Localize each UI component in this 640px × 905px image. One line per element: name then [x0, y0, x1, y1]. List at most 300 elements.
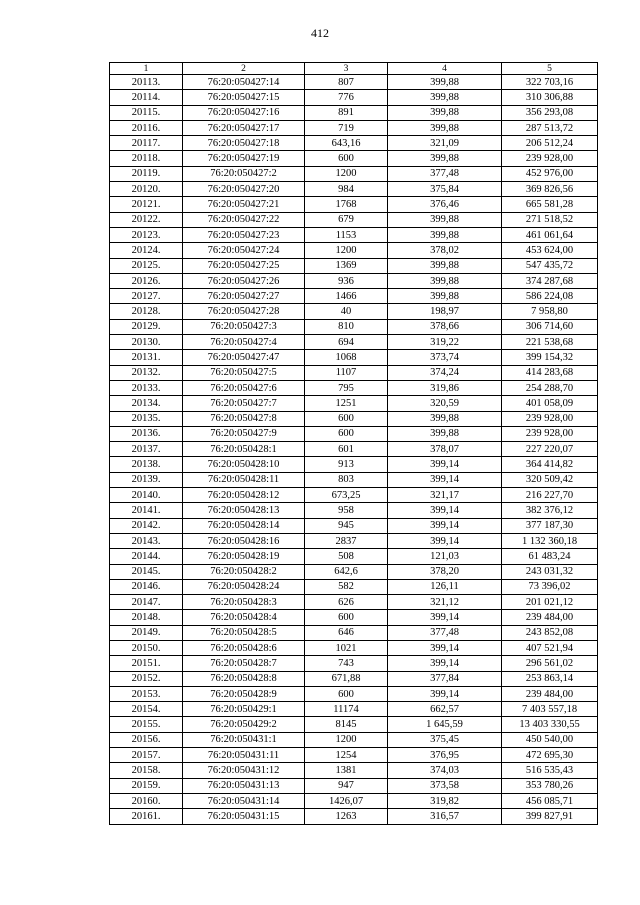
cadastral-number-cell: 76:20:050427:14 [183, 75, 305, 90]
cadastral-number-cell: 76:20:050427:22 [183, 212, 305, 227]
value-cell: 243 852,08 [502, 625, 598, 640]
row-number-cell: 20139. [110, 472, 183, 487]
table-row [110, 533, 598, 548]
table-row [110, 90, 598, 105]
cadastral-number-cell: 76:20:050427:9 [183, 426, 305, 441]
area-cell: 1381 [305, 763, 388, 778]
cadastral-number-cell: 76:20:050428:1 [183, 442, 305, 457]
row-number-cell: 20146. [110, 579, 183, 594]
table-row [110, 105, 598, 120]
rate-cell: 321,09 [388, 136, 502, 151]
rate-cell: 399,88 [388, 90, 502, 105]
row-number-cell: 20122. [110, 212, 183, 227]
row-number-cell: 20126. [110, 273, 183, 288]
cadastral-number-cell: 76:20:050427:15 [183, 90, 305, 105]
table-row [110, 212, 598, 227]
table-row [110, 457, 598, 472]
row-number-cell: 20124. [110, 243, 183, 258]
header-row [110, 63, 598, 75]
row-number-cell: 20127. [110, 289, 183, 304]
rate-cell: 399,14 [388, 457, 502, 472]
rate-cell: 399,88 [388, 411, 502, 426]
value-cell: 399 154,32 [502, 350, 598, 365]
rate-cell: 378,20 [388, 564, 502, 579]
row-number-cell: 20156. [110, 732, 183, 747]
area-cell: 626 [305, 595, 388, 610]
area-cell: 891 [305, 105, 388, 120]
area-cell: 913 [305, 457, 388, 472]
rate-cell: 399,88 [388, 289, 502, 304]
cadastral-number-cell: 76:20:050428:7 [183, 656, 305, 671]
value-cell: 364 414,82 [502, 457, 598, 472]
row-number-cell: 20131. [110, 350, 183, 365]
column-header-2: 2 [183, 63, 305, 75]
value-cell: 61 483,24 [502, 549, 598, 564]
area-cell: 1426,07 [305, 793, 388, 808]
rate-cell: 399,88 [388, 212, 502, 227]
rate-cell: 198,97 [388, 304, 502, 319]
rate-cell: 399,14 [388, 610, 502, 625]
cadastral-number-cell: 76:20:050427:16 [183, 105, 305, 120]
column-header-1: 1 [110, 63, 183, 75]
column-header-4: 4 [388, 63, 502, 75]
value-cell: 356 293,08 [502, 105, 598, 120]
value-cell: 516 535,43 [502, 763, 598, 778]
cadastral-number-cell: 76:20:050428:16 [183, 533, 305, 548]
rate-cell: 1 645,59 [388, 717, 502, 732]
row-number-cell: 20143. [110, 533, 183, 548]
cadastral-number-cell: 76:20:050428:2 [183, 564, 305, 579]
data-table [109, 62, 598, 825]
row-number-cell: 20130. [110, 335, 183, 350]
area-cell: 600 [305, 426, 388, 441]
table-row [110, 365, 598, 380]
cadastral-number-cell: 76:20:050427:20 [183, 182, 305, 197]
area-cell: 1466 [305, 289, 388, 304]
row-number-cell: 20142. [110, 518, 183, 533]
cadastral-number-cell: 76:20:050427:28 [183, 304, 305, 319]
cadastral-number-cell: 76:20:050427:6 [183, 380, 305, 395]
area-cell: 40 [305, 304, 388, 319]
cadastral-number-cell: 76:20:050428:14 [183, 518, 305, 533]
area-cell: 1200 [305, 243, 388, 258]
area-cell: 1107 [305, 365, 388, 380]
rate-cell: 399,88 [388, 426, 502, 441]
value-cell: 73 396,02 [502, 579, 598, 594]
row-number-cell: 20148. [110, 610, 183, 625]
rate-cell: 399,88 [388, 273, 502, 288]
area-cell: 582 [305, 579, 388, 594]
area-cell: 936 [305, 273, 388, 288]
rate-cell: 399,88 [388, 227, 502, 242]
area-cell: 1254 [305, 748, 388, 763]
table-row [110, 625, 598, 640]
value-cell: 401 058,09 [502, 396, 598, 411]
value-cell: 414 283,68 [502, 365, 598, 380]
value-cell: 254 288,70 [502, 380, 598, 395]
value-cell: 665 581,28 [502, 197, 598, 212]
table-row [110, 426, 598, 441]
table-row [110, 732, 598, 747]
rate-cell: 319,86 [388, 380, 502, 395]
row-number-cell: 20141. [110, 503, 183, 518]
cadastral-number-cell: 76:20:050431:11 [183, 748, 305, 763]
cadastral-number-cell: 76:20:050427:25 [183, 258, 305, 273]
rate-cell: 374,03 [388, 763, 502, 778]
rate-cell: 399,14 [388, 533, 502, 548]
value-cell: 1 132 360,18 [502, 533, 598, 548]
row-number-cell: 20137. [110, 442, 183, 457]
table-row [110, 304, 598, 319]
value-cell: 7 958,80 [502, 304, 598, 319]
area-cell: 947 [305, 778, 388, 793]
area-cell: 8145 [305, 717, 388, 732]
value-cell: 7 403 557,18 [502, 702, 598, 717]
area-cell: 1021 [305, 640, 388, 655]
value-cell: 407 521,94 [502, 640, 598, 655]
value-cell: 452 976,00 [502, 166, 598, 181]
row-number-cell: 20138. [110, 457, 183, 472]
cadastral-number-cell: 76:20:050427:3 [183, 319, 305, 334]
value-cell: 374 287,68 [502, 273, 598, 288]
area-cell: 1251 [305, 396, 388, 411]
row-number-cell: 20145. [110, 564, 183, 579]
cadastral-number-cell: 76:20:050428:3 [183, 595, 305, 610]
cadastral-number-cell: 76:20:050427:23 [183, 227, 305, 242]
table-row [110, 289, 598, 304]
area-cell: 646 [305, 625, 388, 640]
area-cell: 1200 [305, 166, 388, 181]
table-row [110, 75, 598, 90]
table-row [110, 120, 598, 135]
rate-cell: 399,14 [388, 686, 502, 701]
rate-cell: 321,12 [388, 595, 502, 610]
row-number-cell: 20118. [110, 151, 183, 166]
row-number-cell: 20134. [110, 396, 183, 411]
area-cell: 803 [305, 472, 388, 487]
row-number-cell: 20147. [110, 595, 183, 610]
rate-cell: 375,84 [388, 182, 502, 197]
rate-cell: 376,95 [388, 748, 502, 763]
table-row [110, 610, 598, 625]
value-cell: 453 624,00 [502, 243, 598, 258]
cadastral-number-cell: 76:20:050429:2 [183, 717, 305, 732]
cadastral-number-cell: 76:20:050428:4 [183, 610, 305, 625]
cadastral-number-cell: 76:20:050428:6 [183, 640, 305, 655]
table-row [110, 640, 598, 655]
column-header-5: 5 [502, 63, 598, 75]
rate-cell: 374,24 [388, 365, 502, 380]
cadastral-number-cell: 76:20:050428:11 [183, 472, 305, 487]
rate-cell: 399,14 [388, 656, 502, 671]
table-row [110, 564, 598, 579]
value-cell: 13 403 330,55 [502, 717, 598, 732]
row-number-cell: 20153. [110, 686, 183, 701]
value-cell: 239 484,00 [502, 610, 598, 625]
rate-cell: 378,66 [388, 319, 502, 334]
rate-cell: 319,22 [388, 335, 502, 350]
row-number-cell: 20129. [110, 319, 183, 334]
table-row [110, 488, 598, 503]
rate-cell: 316,57 [388, 809, 502, 824]
value-cell: 206 512,24 [502, 136, 598, 151]
table-row [110, 136, 598, 151]
value-cell: 239 928,00 [502, 426, 598, 441]
value-cell: 377 187,30 [502, 518, 598, 533]
cadastral-number-cell: 76:20:050428:5 [183, 625, 305, 640]
area-cell: 679 [305, 212, 388, 227]
table-row [110, 748, 598, 763]
table-row [110, 793, 598, 808]
area-cell: 600 [305, 610, 388, 625]
area-cell: 673,25 [305, 488, 388, 503]
rate-cell: 399,88 [388, 151, 502, 166]
value-cell: 586 224,08 [502, 289, 598, 304]
cadastral-number-cell: 76:20:050429:1 [183, 702, 305, 717]
page-number: 412 [311, 26, 329, 40]
table-row [110, 579, 598, 594]
row-number-cell: 20151. [110, 656, 183, 671]
rate-cell: 399,14 [388, 472, 502, 487]
value-cell: 456 085,71 [502, 793, 598, 808]
table-row [110, 518, 598, 533]
cadastral-number-cell: 76:20:050431:14 [183, 793, 305, 808]
cadastral-number-cell: 76:20:050428:12 [183, 488, 305, 503]
table-row [110, 182, 598, 197]
table-row [110, 335, 598, 350]
table-row [110, 442, 598, 457]
table-row [110, 656, 598, 671]
cadastral-number-cell: 76:20:050427:4 [183, 335, 305, 350]
area-cell: 694 [305, 335, 388, 350]
table-row [110, 778, 598, 793]
area-cell: 2837 [305, 533, 388, 548]
value-cell: 382 376,12 [502, 503, 598, 518]
area-cell: 1153 [305, 227, 388, 242]
rate-cell: 121,03 [388, 549, 502, 564]
rate-cell: 399,88 [388, 258, 502, 273]
cadastral-number-cell: 76:20:050431:12 [183, 763, 305, 778]
cadastral-number-cell: 76:20:050427:5 [183, 365, 305, 380]
row-number-cell: 20116. [110, 120, 183, 135]
rate-cell: 373,74 [388, 350, 502, 365]
table-row [110, 472, 598, 487]
row-number-cell: 20120. [110, 182, 183, 197]
area-cell: 643,16 [305, 136, 388, 151]
row-number-cell: 20154. [110, 702, 183, 717]
value-cell: 201 021,12 [502, 595, 598, 610]
area-cell: 671,88 [305, 671, 388, 686]
value-cell: 243 031,32 [502, 564, 598, 579]
table-row [110, 686, 598, 701]
table-header [110, 63, 598, 75]
row-number-cell: 20128. [110, 304, 183, 319]
cadastral-number-cell: 76:20:050427:24 [183, 243, 305, 258]
table-row [110, 166, 598, 181]
area-cell: 719 [305, 120, 388, 135]
row-number-cell: 20149. [110, 625, 183, 640]
rate-cell: 662,57 [388, 702, 502, 717]
table-row [110, 503, 598, 518]
area-cell: 958 [305, 503, 388, 518]
row-number-cell: 20123. [110, 227, 183, 242]
area-cell: 807 [305, 75, 388, 90]
cadastral-number-cell: 76:20:050428:10 [183, 457, 305, 472]
rate-cell: 399,88 [388, 75, 502, 90]
table-row [110, 396, 598, 411]
cadastral-number-cell: 76:20:050427:7 [183, 396, 305, 411]
row-number-cell: 20140. [110, 488, 183, 503]
area-cell: 11174 [305, 702, 388, 717]
row-number-cell: 20119. [110, 166, 183, 181]
table-row [110, 671, 598, 686]
cadastral-number-cell: 76:20:050427:21 [183, 197, 305, 212]
rate-cell: 399,88 [388, 105, 502, 120]
value-cell: 271 518,52 [502, 212, 598, 227]
row-number-cell: 20135. [110, 411, 183, 426]
cadastral-number-cell: 76:20:050427:8 [183, 411, 305, 426]
rate-cell: 399,14 [388, 640, 502, 655]
area-cell: 600 [305, 151, 388, 166]
area-cell: 1768 [305, 197, 388, 212]
table-row [110, 809, 598, 824]
row-number-cell: 20115. [110, 105, 183, 120]
cadastral-number-cell: 76:20:050427:19 [183, 151, 305, 166]
table-row [110, 227, 598, 242]
row-number-cell: 20121. [110, 197, 183, 212]
value-cell: 296 561,02 [502, 656, 598, 671]
value-cell: 216 227,70 [502, 488, 598, 503]
table-row [110, 549, 598, 564]
row-number-cell: 20150. [110, 640, 183, 655]
row-number-cell: 20113. [110, 75, 183, 90]
rate-cell: 377,84 [388, 671, 502, 686]
cadastral-number-cell: 76:20:050427:47 [183, 350, 305, 365]
value-cell: 353 780,26 [502, 778, 598, 793]
rate-cell: 399,14 [388, 518, 502, 533]
cadastral-number-cell: 76:20:050431:1 [183, 732, 305, 747]
value-cell: 221 538,68 [502, 335, 598, 350]
area-cell: 601 [305, 442, 388, 457]
area-cell: 1369 [305, 258, 388, 273]
rate-cell: 377,48 [388, 625, 502, 640]
rate-cell: 399,14 [388, 503, 502, 518]
area-cell: 776 [305, 90, 388, 105]
row-number-cell: 20114. [110, 90, 183, 105]
cadastral-number-cell: 76:20:050428:13 [183, 503, 305, 518]
row-number-cell: 20125. [110, 258, 183, 273]
value-cell: 253 863,14 [502, 671, 598, 686]
area-cell: 1263 [305, 809, 388, 824]
row-number-cell: 20158. [110, 763, 183, 778]
area-cell: 508 [305, 549, 388, 564]
value-cell: 239 484,00 [502, 686, 598, 701]
rate-cell: 321,17 [388, 488, 502, 503]
cadastral-number-cell: 76:20:050427:26 [183, 273, 305, 288]
cadastral-number-cell: 76:20:050427:2 [183, 166, 305, 181]
area-cell: 600 [305, 686, 388, 701]
table-row [110, 702, 598, 717]
table-row [110, 411, 598, 426]
row-number-cell: 20157. [110, 748, 183, 763]
row-number-cell: 20160. [110, 793, 183, 808]
table-row [110, 717, 598, 732]
value-cell: 461 061,64 [502, 227, 598, 242]
table-row [110, 273, 598, 288]
value-cell: 322 703,16 [502, 75, 598, 90]
rate-cell: 378,02 [388, 243, 502, 258]
table-row [110, 380, 598, 395]
cadastral-number-cell: 76:20:050428:24 [183, 579, 305, 594]
cadastral-number-cell: 76:20:050428:8 [183, 671, 305, 686]
value-cell: 239 928,00 [502, 151, 598, 166]
table-row [110, 151, 598, 166]
rate-cell: 376,46 [388, 197, 502, 212]
row-number-cell: 20161. [110, 809, 183, 824]
value-cell: 369 826,56 [502, 182, 598, 197]
row-number-cell: 20117. [110, 136, 183, 151]
rate-cell: 126,11 [388, 579, 502, 594]
cadastral-number-cell: 76:20:050427:27 [183, 289, 305, 304]
rate-cell: 320,59 [388, 396, 502, 411]
area-cell: 810 [305, 319, 388, 334]
cadastral-number-cell: 76:20:050427:18 [183, 136, 305, 151]
table-row [110, 197, 598, 212]
value-cell: 310 306,88 [502, 90, 598, 105]
table-row [110, 350, 598, 365]
rate-cell: 375,45 [388, 732, 502, 747]
table-row [110, 319, 598, 334]
area-cell: 743 [305, 656, 388, 671]
value-cell: 547 435,72 [502, 258, 598, 273]
area-cell: 600 [305, 411, 388, 426]
row-number-cell: 20152. [110, 671, 183, 686]
value-cell: 306 714,60 [502, 319, 598, 334]
value-cell: 239 928,00 [502, 411, 598, 426]
row-number-cell: 20136. [110, 426, 183, 441]
cadastral-number-cell: 76:20:050431:13 [183, 778, 305, 793]
cadastral-number-cell: 76:20:050428:9 [183, 686, 305, 701]
cadastral-number-cell: 76:20:050428:19 [183, 549, 305, 564]
row-number-cell: 20132. [110, 365, 183, 380]
row-number-cell: 20133. [110, 380, 183, 395]
rate-cell: 373,58 [388, 778, 502, 793]
cadastral-number-cell: 76:20:050427:17 [183, 120, 305, 135]
value-cell: 227 220,07 [502, 442, 598, 457]
area-cell: 1068 [305, 350, 388, 365]
table-row [110, 258, 598, 273]
row-number-cell: 20155. [110, 717, 183, 732]
cadastral-number-cell: 76:20:050431:15 [183, 809, 305, 824]
row-number-cell: 20159. [110, 778, 183, 793]
area-cell: 1200 [305, 732, 388, 747]
row-number-cell: 20144. [110, 549, 183, 564]
table-row [110, 763, 598, 778]
table-body [110, 75, 598, 825]
value-cell: 287 513,72 [502, 120, 598, 135]
area-cell: 642,6 [305, 564, 388, 579]
area-cell: 984 [305, 182, 388, 197]
value-cell: 472 695,30 [502, 748, 598, 763]
area-cell: 945 [305, 518, 388, 533]
rate-cell: 378,07 [388, 442, 502, 457]
value-cell: 399 827,91 [502, 809, 598, 824]
column-header-3: 3 [305, 63, 388, 75]
value-cell: 450 540,00 [502, 732, 598, 747]
table-row [110, 243, 598, 258]
rate-cell: 377,48 [388, 166, 502, 181]
area-cell: 795 [305, 380, 388, 395]
